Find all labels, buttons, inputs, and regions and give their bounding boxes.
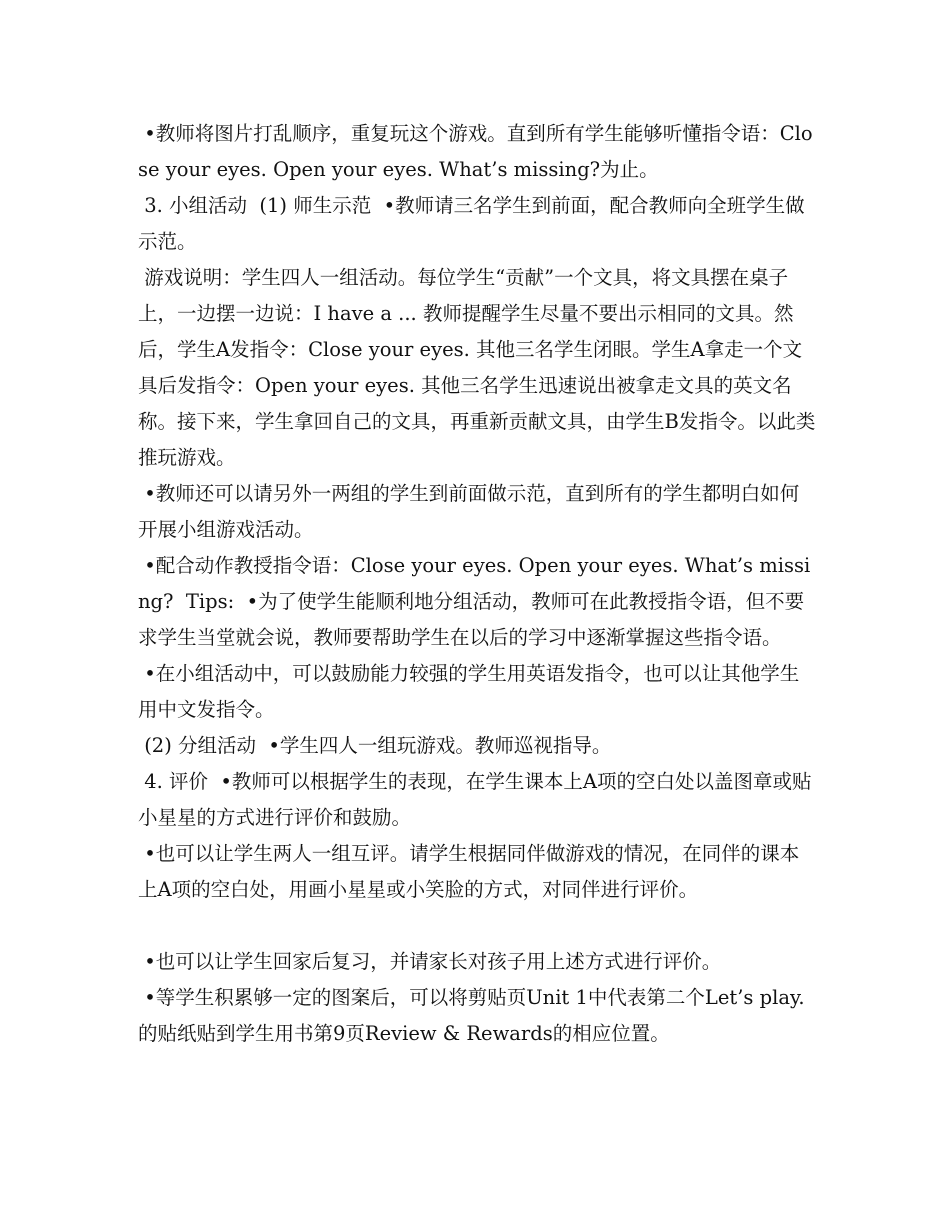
paragraph-more-demos: •教师还可以请另外一两组的学生到前面做示范，直到所有的学生都明白如何开展小组游戏活动。: [138, 482, 800, 541]
paragraph-evaluation: 4. 评价 •教师可以根据学生的表现，在学生课本上A项的空白处以盖图章或贴小星星的方式进行评价和鼓励。: [138, 770, 812, 829]
paragraph-game-repeat: •教师将图片打乱顺序，重复玩这个游戏。直到所有学生能够听懂指令语：Close your eyes. Open your eyes. What’s missing?为止。: [138, 122, 813, 181]
document-body: [138, 116, 818, 1052]
paragraph-home-review: •也可以让学生回家后复习，并请家长对孩子用上述方式进行评价。: [138, 950, 722, 973]
paragraph-encourage-english: •在小组活动中，可以鼓励能力较强的学生用英语发指令，也可以让其他学生用中文发指令。: [138, 662, 800, 721]
paragraph-stickers: •等学生积累够一定的图案后，可以将剪贴页Unit 1中代表第二个Let’s play.的贴纸贴到学生用书第9页Review & Rewards的相应位置。: [138, 986, 805, 1045]
paragraph-group-play: (2) 分组活动 •学生四人一组玩游戏。教师巡视指导。: [138, 734, 612, 757]
blank-line: [138, 908, 818, 944]
paragraph-peer-evaluation: •也可以让学生两人一组互评。请学生根据同伴做游戏的情况，在同伴的课本上A项的空白处，用画小星星或小笑脸的方式，对同伴进行评价。: [138, 842, 800, 901]
paragraph-game-instructions: 游戏说明：学生四人一组活动。每位学生“贡献”一个文具，将文具摆在桌子上，一边摆一边说：I have a ... 教师提醒学生尽量不要出示相同的文具。然后，学生A发指令：Close your eyes. 其他三名学生闭眼。学生A拿走一个文具后发指令：Open your eyes. 其他三名学生迅速说出被拿走文具的英文名称。接下来，学生拿回自己的文具，再重新贡献文具，由学生B发指令。以此类推玩游戏。: [138, 266, 816, 469]
paragraph-teach-commands-tips: •配合动作教授指令语：Close your eyes. Open your eyes. What’s missing? Tips: •为了使学生能顺利地分组活动，教师可在此教授指令语，但不要求学生当堂就会说，教师要帮助学生在以后的学习中逐渐掌握这些指令语。: [138, 554, 811, 649]
paragraph-group-activity-demo: 3. 小组活动 (1) 师生示范 •教师请三名学生到前面，配合教师向全班学生做示范。: [138, 194, 805, 253]
